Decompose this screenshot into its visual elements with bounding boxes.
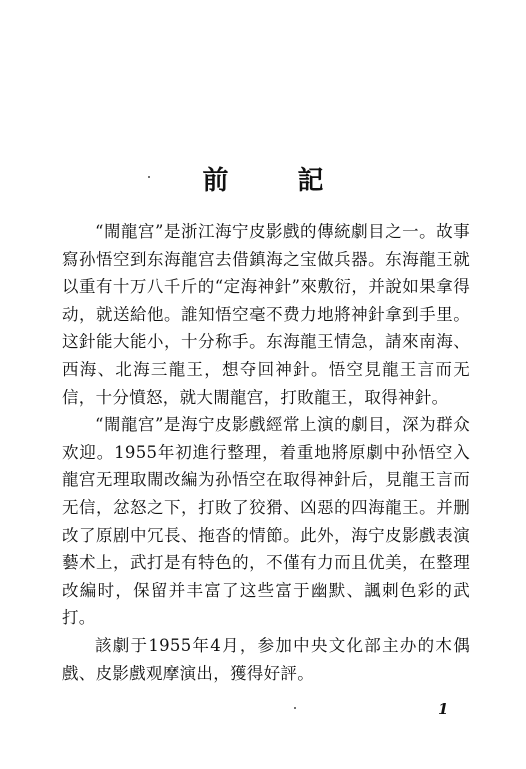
paragraph-3: 該劇于1955年4月，参加中央文化部主办的木偶戲、皮影戲观摩演出，獲得好評。: [62, 635, 470, 683]
scan-speck: [148, 176, 150, 178]
paragraph-1: “閙龍宫”是浙江海宁皮影戲的傳統劇目之一。故事寫孙悟空到东海龍宫去借鎮海之宝做兵器。东海龍王就以重有十万八千斤的“定海神針”來敷衍，并說如果拿得动，就送給他。誰知悟空毫不费力地將神針拿到手里。这針能大能小，十分称手。东海龍王情急，請來南海、西海、北海三龍王，想夺回神針。悟空見龍王言而无信，十分憤怒，就大閙龍宫，打敗龍王，取得神針。: [62, 222, 470, 407]
paragraph-2: “閙龍宫”是海宁皮影戲經常上演的劇目，深为群众欢迎。1955年初進行整理，着重地將原劇中孙悟空入龍宫无理取閙改編为孙悟空在取得神針后，見龍王言而无信，忿怒之下，打敗了狡猾、凶惡的四海龍王。并删改了原剧中冗長、拖沓的情節。此外，海宁皮影戲表演藝术上，武打是有特色的，不僅有力而且优美，在整理改編时，保留并丰富了这些富于幽默、諷刺色彩的武打。: [62, 415, 470, 628]
page-number: 1: [438, 700, 449, 718]
page-title: 前 記: [202, 166, 354, 196]
scan-speck: [294, 707, 296, 709]
preface-body: [62, 218, 470, 687]
